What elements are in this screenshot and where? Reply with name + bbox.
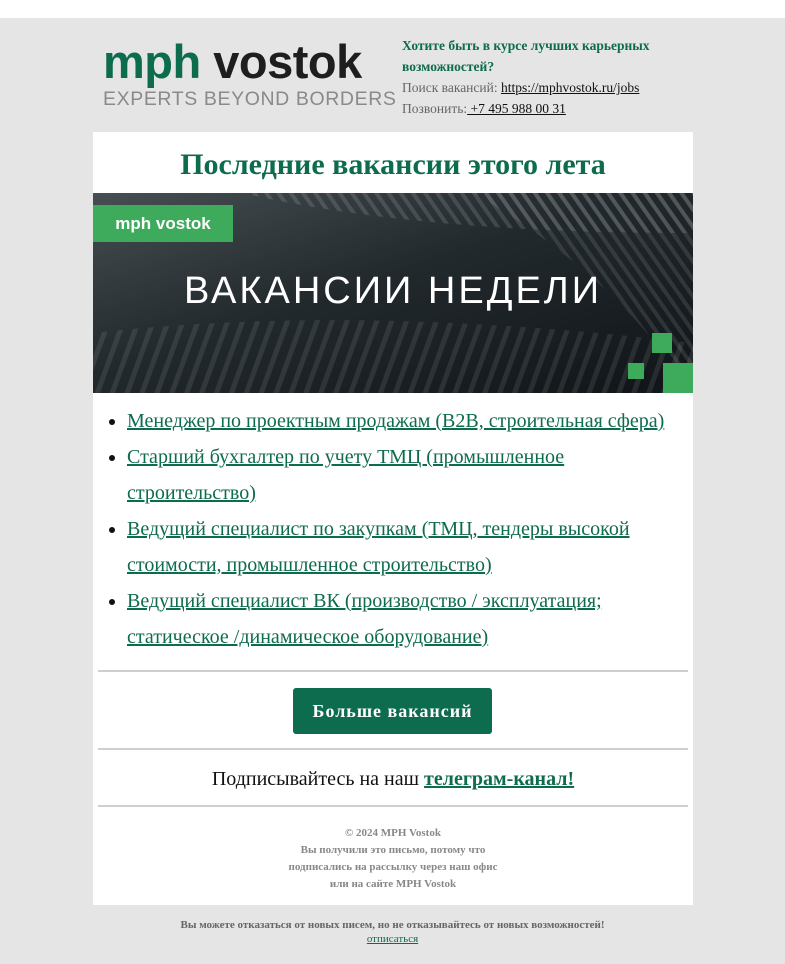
job-list-item — [127, 511, 693, 583]
logo-brand-part-1: mph — [103, 35, 201, 88]
more-vacancies-button[interactable]: Больше вакансий — [293, 688, 492, 734]
job-link[interactable]: Ведущий специалист ВК (производство / эксплуатация; статическое /динамическое оборудование) — [127, 590, 602, 648]
divider — [98, 805, 688, 807]
top-strip — [0, 0, 785, 18]
unsubscribe-block — [0, 918, 785, 946]
header-info — [402, 35, 687, 119]
logo-brand-part-2: vostok — [213, 35, 362, 88]
job-list — [93, 403, 693, 655]
email-background — [0, 18, 785, 964]
footer-line: Вы получили это письмо, потому что — [300, 844, 486, 856]
call-label: Позвонить: — [402, 101, 468, 116]
job-link[interactable]: Старший бухгалтер по учету ТМЦ (промышленное строительство) — [127, 446, 565, 504]
company-logo[interactable] — [103, 35, 397, 110]
content-card — [93, 132, 693, 905]
logo-tagline: EXPERTS BEYOND BORDERS — [103, 88, 397, 110]
jobs-link[interactable]: https://mphvostok.ru/jobs — [500, 80, 640, 95]
job-link[interactable]: Ведущий специалист по закупкам (ТМЦ, тендеры высокой стоимости, промышленное строительство) — [127, 518, 630, 576]
divider — [98, 670, 688, 672]
search-row — [402, 77, 687, 98]
unsubscribe-text: Вы можете отказаться от новых писем, но не отказывайтесь от новых возможностей! — [180, 919, 605, 931]
job-list-item — [127, 403, 693, 439]
job-list-item — [127, 439, 693, 511]
telegram-cta — [93, 765, 693, 793]
email-header — [93, 18, 693, 132]
header-headline: Хотите быть в курсе лучших карьерных возможностей? — [402, 38, 650, 74]
banner-title: ВАКАНСИИ НЕДЕЛИ — [183, 270, 603, 312]
logo-wordmark — [103, 35, 385, 88]
telegram-link[interactable]: телеграм-канал! — [424, 768, 575, 790]
search-label: Поиск вакансий: — [402, 80, 498, 95]
divider — [98, 748, 688, 750]
email-footer — [93, 825, 693, 893]
job-link[interactable]: Менеджер по проектным продажам (B2B, строительная сфера) — [127, 410, 665, 432]
copyright: © 2024 MPH Vostok — [345, 827, 441, 839]
banner-decor-square — [628, 363, 644, 379]
email-container — [93, 18, 693, 890]
phone-row — [402, 98, 687, 119]
job-list-item — [127, 583, 693, 655]
banner-brand-tag: mph vostok — [93, 205, 233, 242]
weekly-vacancies-banner[interactable] — [93, 193, 693, 393]
footer-line: или на сайте MPH Vostok — [329, 878, 457, 890]
banner-decor-square — [652, 333, 672, 353]
footer-line: подписались на рассылку через наш офис — [288, 861, 498, 873]
banner-decor-square — [663, 363, 693, 393]
phone-link[interactable]: +7 495 988 00 31 — [467, 101, 566, 116]
telegram-text: Подписывайтесь на наш — [211, 768, 425, 790]
page-title: Последние вакансии этого лета — [180, 148, 606, 181]
unsubscribe-link[interactable]: отписаться — [366, 933, 419, 945]
